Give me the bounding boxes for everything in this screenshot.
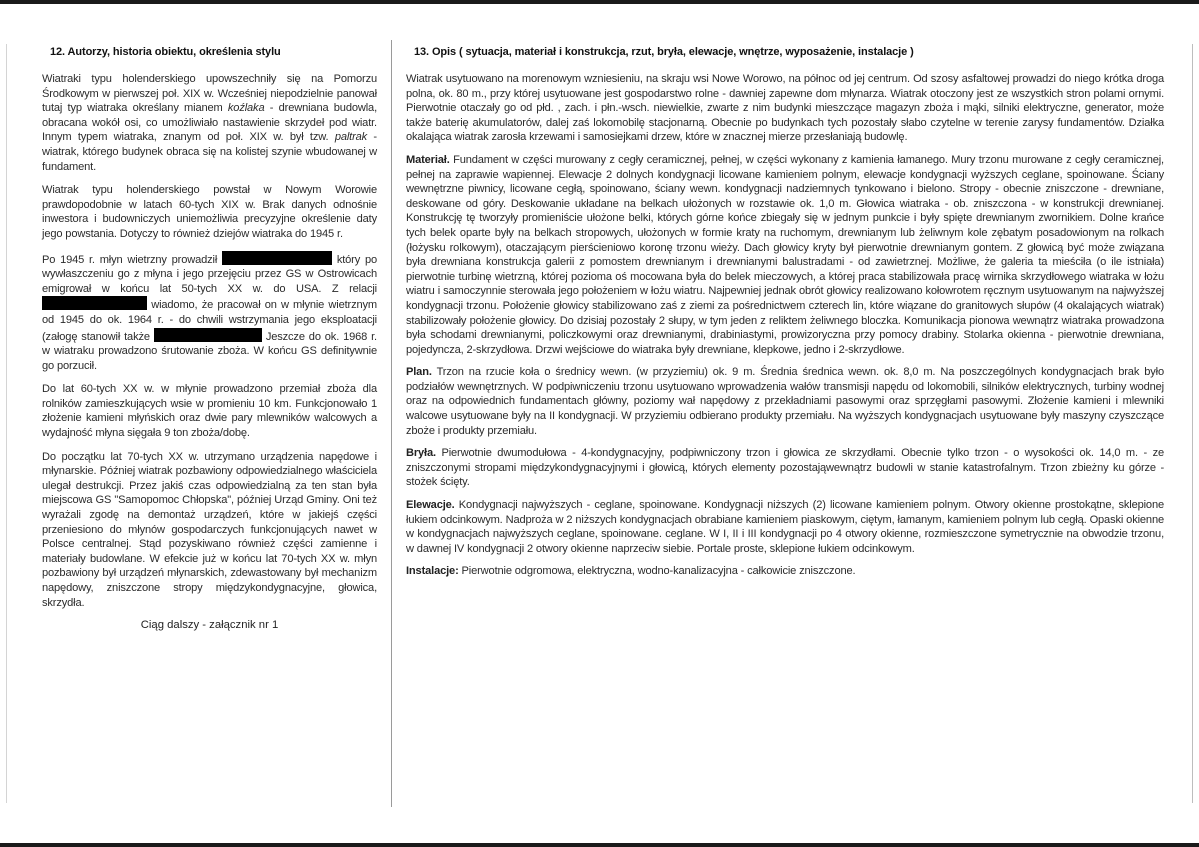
paragraph-milling: Do lat 60-tych XX w. w młynie prowadzono przemiał zboża dla rolników zamieszkujących wsie w promieniu 10 km. Funkcjonowało 1 złożenie kamieni młyńskich oraz dwie pary mlewników walcowych a wydajność młyna sięgała 9 ton zboża/dobę. (42, 383, 377, 440)
paragraph-material: Materiał. Fundament w części murowany z cegły ceramicznej, pełnej, w części wykonany z kamienia łamanego. Mury trzonu murowane z cegły ceramicznej, pełnej na zaprawie wapiennej. Elewacje 2 dolnych kondygnacji licowane kamieniem polnym, elewacje kondygnacji wyższych ceglane, spoinowane. Ściany wewnętrzne piwnicy, licowane cegłą, spoinowano, ściany wewn. kondygnacji nadziemnych tynkowano i bielono. Stropy - obecnie zniszczone - drewniane, deskowane od góry. Deskowanie układane na belkach ułożonych w rozstawie ok. 1,0 m. Głowica wiatraka - ob. zniszczona - w konstrukcji drewnianej. Konstrukcję tę tworzyły promieniście ułożone belki, których górne końce zbiegały się w jednym punkcie i były spięte drewnianym zwornikiem. Dolne krańce tych belek oparte były na belkach stropowych, ułożonych w formie kraty na ruchomym, drewnianym lub żeliwnym kole zębatym posadowionym na rolkach (łożysku rolkowym), otaczającym pierścieniowo koronę trzonu wieży. Dach głowicy kryty był pierwotnie drewnianym gontem. Z głowicą być może związana była drewniana konstrukcja galerii z pomostem drewnianym i drewnianymi balustradami - od zawietrznej. Możliwe, że galeria ta mieściła (o ile istniała) pierwotnie turbinę wietrzną, której pozioma oś mocowana była do belek mieczowych, a której praca stabilizowała pracę wirnika skrzydłowego wiatraka w łożu wiatru i samoczynnie sterowała jego położeniem w łożu wiatru. Najpewniej jednak obrót głowicy realizowano kołowrotem ręcznym usytuowanym na najwyższej kondygnacji trzonu. Położenie głowicy stabilizowano zaś z ziemi za pośrednictwem czterech lin, które wiązane do granitowych słupów (4 okalających wiatrak) stabilizowały położenie głowicy. Do dzisiaj pozostały 2 słupy, w tym jeden z reliktem żeliwnego bloczka. Komunikacja pionowa wewnątrz wiatraka prowadzona była schodami drewnianymi, policzkowymi oraz drewnianymi, drabiniastymi, prowizoryczna przy pomocy drabiny. Stolarka okienna - pierwotnie drewniana, pojedyncza, 2-skrzydłowa. Drzwi wejściowe do wiatraka były drewniane, klepkowe, jedno i 2-skrzydłowe. (406, 153, 1164, 356)
redaction-block-2 (42, 296, 147, 310)
paragraph-post-1945: Po 1945 r. młyn wietrzny prowadził który po wywłaszczeniu go z młyna i jego przejęciu przez GS w Ostrowicach emigrował w końcu lat 50-tych XX w. do USA. Z relacji wiadomo, że pracował on w młynie wietrznym od 1945 do ok. 1964 r. - do chwili wstrzymania jego eksploatacji (załogę stanowił także Jeszcze do ok. 1968 r. w wiatraku prowadzono śrutowanie zboża. W końcu GS definitywnie go porzucił. (42, 251, 377, 374)
paragraph-situation: Wiatrak usytuowano na morenowym wzniesieniu, na skraju wsi Nowe Worowo, na północ od jej centrum. Od szosy asfaltowej prowadzi do niego krótka droga polna, ok. 80 m., przy której usytuowane jest gospodarstwo rolne - dawniej zapewne dom młynarza. Wiatrak otoczony jest ze wszystkich stron polami ornymi. Pierwotnie otaczały go od płd. , zach. i płn.-wsch. niewielkie, zwarte z nim budynki mieszczące magazyn zboża i mąki, silniki elektryczne, generator, może także baterię akumulatorów, dalej zaś lokomobilę stacjonarną. Obecnie po budynkach tych pozostały słabo czytelne w terenie zarysy fundamentów. Działka okalająca wiatrak zarosła krzewami i samosiejkami drzew, które w znacznej mierze przesłaniają budowlę. (406, 73, 1164, 144)
elewacje-label: Elewacje. (406, 499, 455, 512)
plan-label: Plan. (406, 366, 432, 379)
bryla-label: Bryła. (406, 447, 436, 460)
redaction-block-3 (154, 328, 262, 342)
section-13-heading: 13. Opis ( sytuacja, materiał i konstrukcja, rzut, bryła, elewacje, wnętrze, wyposażenie, instalacje ) (414, 46, 914, 58)
paragraph-bryla: Bryła. Pierwotnie dwumodułowa - 4-kondygnacyjny, podpiwniczony trzon i głowica ze skrzydłami. Obecnie tylko trzon - o wysokości ok. 14,0 m. - ze zniszczonymi stropami międzykondygnacyjnymi i głowicą, których elementy pozostająwewnątrz budowli w stanie katastrofalnym. Trzon zbieżny ku górze - stożek ścięty. (406, 447, 1164, 489)
paragraph-plan: Plan. Trzon na rzucie koła o średnicy wewn. (w przyziemiu) ok. 9 m. Średnia średnica wewn. ok. 8,0 m. Na poszczególnych kondygnacjach brak było podziałów wewnętrznych. W podpiwniczeniu trzonu usytuowano wprowadzenia wałów transmisji napędu od lokomobili, silników elektrycznych, turbiny wodnej oraz na odpowiednich fundamentach główny, poziomy wał napędowy z przekładniami pasowymi oraz sprzęgłami pasowymi. Złożenie kamieni i mlewniki walcowe usytuowane były na II kondygnacji. W przyziemiu odbierano produkty przemiału. Na wyższych kondygnacjach usytuowane były maszyny czyszczące zboże i produkty przemiału. (406, 366, 1164, 437)
right-column (406, 34, 1164, 587)
scan-edge-right (1192, 44, 1193, 803)
paragraph-instalacje: Instalacje: Pierwotnie odgromowa, elektryczna, wodno-kanalizacyjna - całkowicie zniszczone. (406, 565, 856, 578)
material-label: Materiał. (406, 153, 450, 166)
instalacje-label: Instalacje: (406, 565, 459, 578)
paragraph-origin: Wiatrak typu holenderskiego powstał w Nowym Worowie prawdopodobnie w latach 60-tych XIX w. Brak danych odnośnie inwestora i budowniczych uniemożliwia precyzyjne określenie daty jego powstania. Dotyczy to również dziejów wiatraka do 1945 r. (42, 184, 377, 240)
left-column (42, 34, 377, 631)
paragraph-windmill-types: Wiatraki typu holenderskiego upowszechniły się na Pomorzu Środkowym w pierwszej poł. XIX w. Wcześniej niepodzielnie panował tutaj typ wiatraka określany mianem koźlaka - drewniana budowla, obracana wokół osi, co umożliwiało nastawienie skrzydeł pod wiatr. Innym typem wiatraka, znanym od poł. XIX w. był tzw. paltrak - wiatrak, którego budynek obraca się na kolistej szynie wbudowanej w fundament. (42, 73, 377, 173)
column-divider (391, 40, 392, 807)
continuation-note: Ciąg dalszy - załącznik nr 1 (140, 619, 279, 632)
section-12-heading: 12. Autorzy, historia obiektu, określenia stylu (50, 46, 281, 58)
scan-edge-left (6, 44, 7, 803)
paragraph-elewacje: Elewacje. Kondygnacji najwyższych - ceglane, spoinowane. Kondygnacji niższych (2) licowane kamieniem polnym. Otwory okienne prostokątne, sklepione łukiem odcinkowym. Nadproża w 2 niższych kondygnacjach obrabiane kamieniem piaskowym, ciętym, łamanym, kamieniem polnym lub cegłą. Opaski okienne w kondygnacjach najwyższych ceglane, spoinowane. ceglane. W I, II i III kondygnacji po 4 otwory okienne, rozmieszczone symetrycznie na obwodzie trzonu, w dawnej IV kondygnacji 2 otwory okienne naprzeciw siebie. Portale proste, sklepione łukiem odcinkowym. (406, 499, 1164, 555)
redaction-block-1 (222, 251, 332, 265)
paragraph-destruction: Do początku lat 70-tych XX w. utrzymano urządzenia napędowe i młynarskie. Później wiatrak pozbawiony odpowiedzialnego właściciela ulegał destrukcji. Przez jakiś czas odpowiedzialną za ten stan była miejscowa GS "Samopomoc Chłopska", później Urząd Gminy. Oni też wyrażali zgodę na demontaż urządzeń, które w jakiejś części przeniesiono do młynów gospodarczych funkcjonujących nawet w Polsce centralnej. Stąd pozyskiwano również części zamienne i materiały budowlane. W efekcie już w końcu lat 70-tych XX w. młyn pozbawiony był urządzeń młynarskich, zdewastowany był mechanizm napędowy, zniszczone stropy międzykondygnacyjne, głowica, skrzydła. (42, 450, 377, 609)
